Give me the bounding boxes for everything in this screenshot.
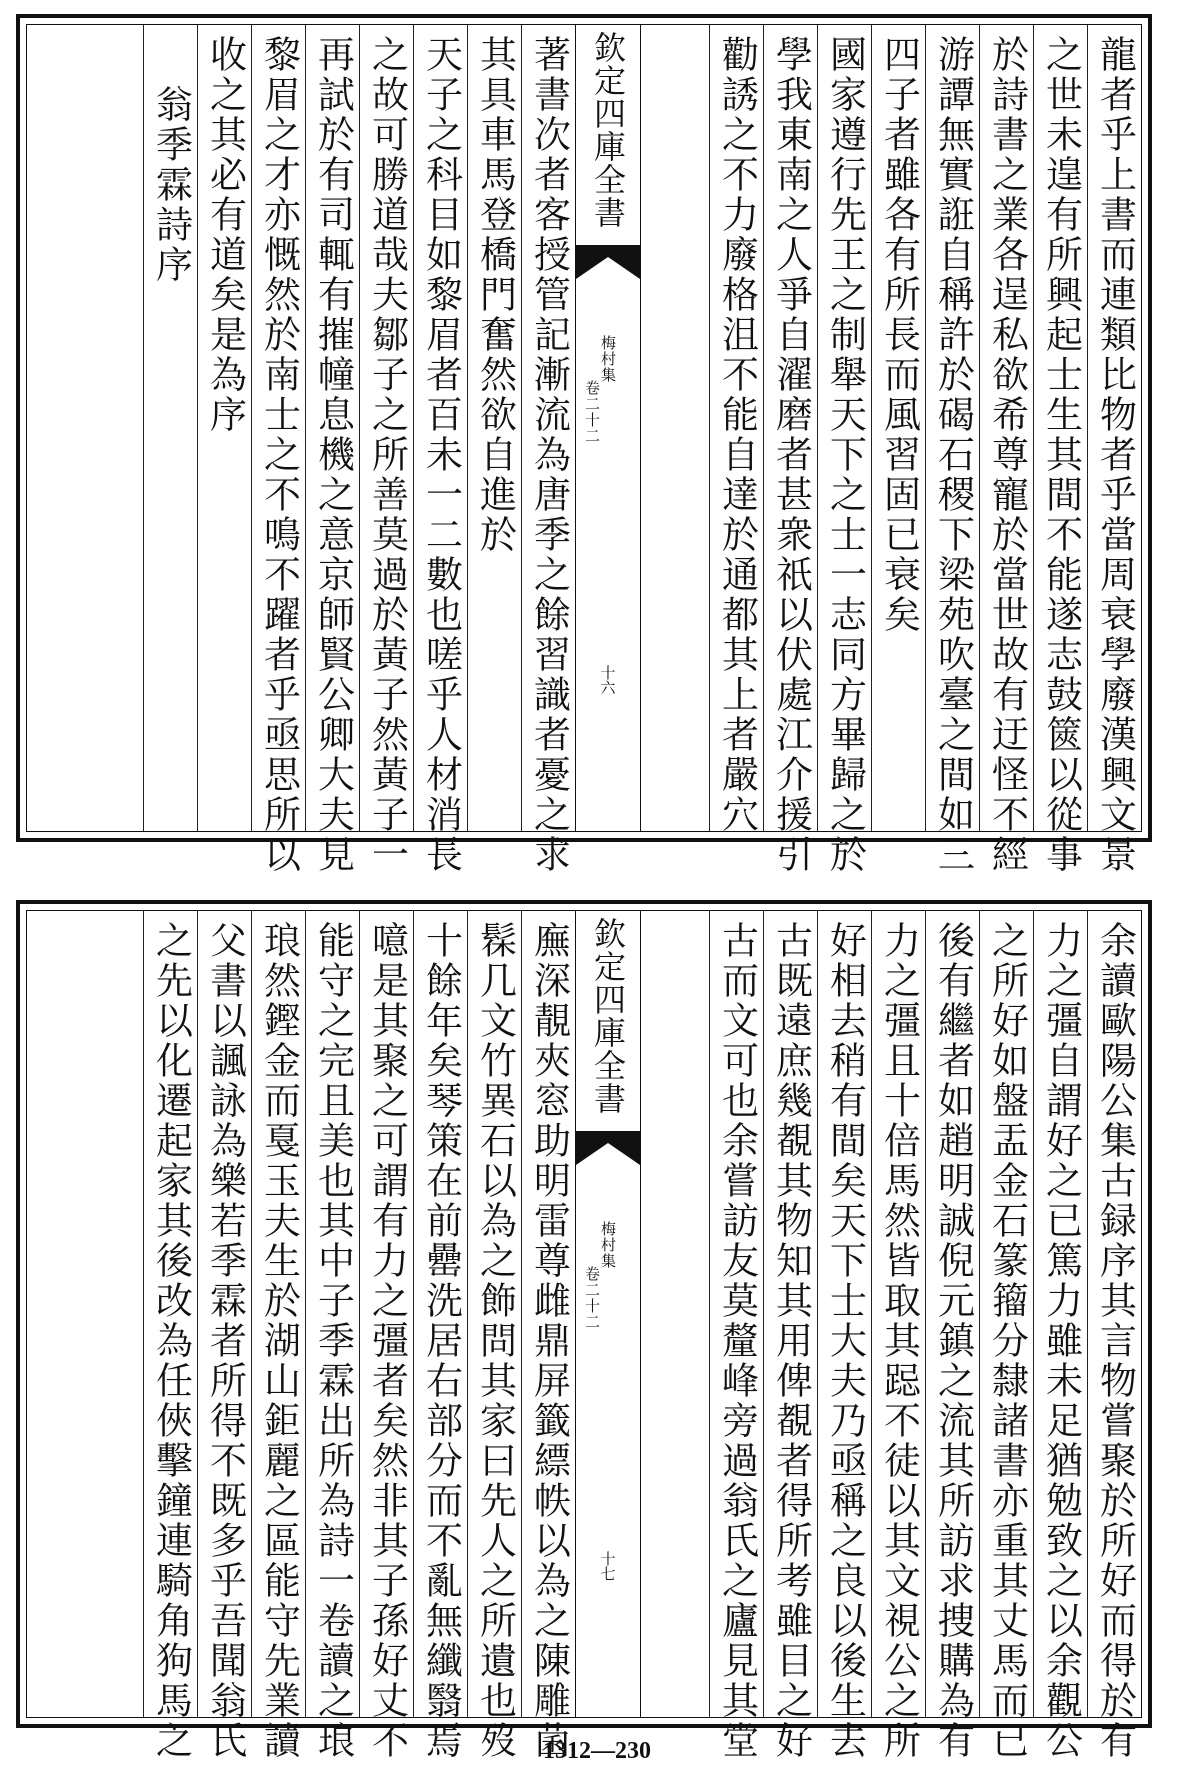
fold-book-name xyxy=(598,335,619,383)
text-column xyxy=(197,25,251,831)
text-column xyxy=(467,911,521,1761)
column-text: 父書以諷詠為樂若季霖者所得不既多乎吾聞翁氏 xyxy=(203,921,247,1761)
text-column xyxy=(925,25,979,875)
fold-title-text: 欽定四庫全書 xyxy=(589,917,627,1115)
text-column xyxy=(871,25,925,831)
text-column xyxy=(305,25,359,875)
text-column xyxy=(979,25,1033,875)
column-text: 學我東南之人爭自濯磨者甚衆祇以伏處江介援引 xyxy=(769,35,813,875)
column-text: 黎眉之才亦慨然於南士之不鳴不躍者乎亟思所以 xyxy=(257,35,301,875)
left-half-columns xyxy=(27,25,575,875)
column-text: 四子者雖各有所長而風習固已衰矣 xyxy=(877,35,921,635)
column-text: 再試於有司輒有摧幢息機之意京師賢公卿大夫見 xyxy=(311,35,355,875)
column-text: 好相去稍有間矣天下士大夫乃亟稱之良以後生去 xyxy=(823,921,867,1761)
fold-title xyxy=(576,31,640,229)
text-column xyxy=(817,25,871,875)
center-fold xyxy=(575,911,641,1717)
column-text: 噫是其聚之可謂有力之彊者矣然非其子孫好丈不 xyxy=(365,921,409,1761)
column-text: 力之彊且十倍馬然皆取其跽不徒以其文視公之所 xyxy=(877,921,921,1761)
column-text: 琅然鏗金而戛玉夫生於湖山鉅麗之區能守先業讀 xyxy=(257,921,301,1761)
folio-number xyxy=(576,1551,640,1581)
column-text: 勸誘之不力廢格沮不能自達於通都其上者嚴穴 xyxy=(715,35,759,835)
text-column xyxy=(305,911,359,1761)
text-column xyxy=(763,25,817,875)
text-column xyxy=(709,911,763,1761)
column-text: 之所好如盤盂金石篆籀分隸諸書亦重其丈馬而已 xyxy=(985,921,1029,1761)
folio-text: 十七 xyxy=(598,1551,617,1581)
column-text: 廡深靚夾窓助明雷尊雌鼎屏籤縹帙以為之陳雕菌 xyxy=(527,921,571,1761)
column-text: 古而文可也余嘗訪友莫釐峰旁過翁氏之廬見其堂 xyxy=(715,921,759,1761)
page-footer-number: 1312—230 xyxy=(543,1738,651,1764)
left-half-columns xyxy=(27,911,575,1761)
column-text: 力之彊自謂好之已篤力雖未足猶勉致之以余觀公 xyxy=(1039,921,1083,1761)
text-column xyxy=(709,25,763,835)
page-top xyxy=(16,14,1152,875)
column-text: 之世未遑有所興起士生其間不能遂志鼓篋以從事 xyxy=(1039,35,1083,875)
page-frame xyxy=(26,24,1142,875)
fold-volume xyxy=(582,380,603,444)
fishtail-mark-icon xyxy=(576,1131,640,1165)
column-text: 余讀歐陽公集古録序其言物嘗聚於所好而得於有 xyxy=(1093,921,1137,1761)
text-column xyxy=(467,25,521,831)
fold-volume-text: 卷二十二 xyxy=(583,1266,601,1330)
column-text: 十餘年矣琴策在前罍洗居右部分而不亂無纖翳焉 xyxy=(419,921,463,1761)
column-text: 天子之科目如黎眉者百未一二數也嗟乎人材消長 xyxy=(419,35,463,875)
text-column xyxy=(251,25,305,875)
section-heading xyxy=(143,25,197,831)
text-column xyxy=(763,911,817,1761)
folio-text: 十六 xyxy=(598,665,617,695)
text-column xyxy=(925,911,979,1761)
text-column xyxy=(871,911,925,1761)
text-column xyxy=(359,911,413,1761)
fold-title xyxy=(576,917,640,1115)
text-column xyxy=(521,911,575,1761)
fold-book-text: 梅村集 xyxy=(599,335,617,383)
fold-title-text: 欽定四庫全書 xyxy=(589,31,627,229)
column-text: 後有繼者如趙明誠倪元鎮之流其所訪求捜購為有 xyxy=(931,921,975,1761)
text-column xyxy=(1033,911,1087,1761)
center-fold xyxy=(575,25,641,831)
column-text: 翁季霖詩序 xyxy=(149,85,193,285)
right-half-columns xyxy=(591,25,1141,875)
column-text: 髹几文竹異石以為之飾問其家曰先人之所遺也歿 xyxy=(473,921,517,1761)
text-column xyxy=(521,25,575,875)
fold-book-text: 梅村集 xyxy=(599,1221,617,1269)
column-text: 於詩書之業各逞私欲希尊寵於當世故有迂怪不經 xyxy=(985,35,1029,875)
fold-volume-text: 卷二十二 xyxy=(583,380,601,444)
text-column xyxy=(413,25,467,875)
column-text: 之故可勝道哉夫鄒子之所善莫過於黃子然黃子一 xyxy=(365,35,409,875)
column-text: 能守之完且美也其中子季霖出所為詩一卷讀之琅 xyxy=(311,921,355,1761)
column-text: 著書次者客授管記漸流為唐季之餘習識者憂之求 xyxy=(527,35,571,875)
fishtail-mark-icon xyxy=(576,245,640,279)
column-text: 古既遠庶幾覩其物知其用俾覩者得所考雖目之好 xyxy=(769,921,813,1761)
text-column xyxy=(1033,25,1087,875)
text-column xyxy=(359,25,413,875)
right-half-columns xyxy=(591,911,1141,1761)
text-column xyxy=(143,911,197,1761)
column-text: 國家遵行先王之制舉天下之士一志同方畢歸之於 xyxy=(823,35,867,875)
column-text: 游譚無實誑自稱許於碣石稷下梁苑吹臺之間如三 xyxy=(931,35,975,875)
text-column xyxy=(413,911,467,1761)
column-text: 龍者乎上書而連類比物者乎當周衰學廢漢興文景 xyxy=(1093,35,1137,875)
column-text: 其具車馬登橋門奮然欲自進於 xyxy=(473,35,517,555)
text-column xyxy=(1087,25,1141,875)
column-text: 收之其必有道矣是為序 xyxy=(203,35,247,435)
text-column xyxy=(197,911,251,1761)
folio-number xyxy=(576,665,640,695)
fold-volume xyxy=(582,1266,603,1330)
column-text: 之先以化遷起家其後改為任俠擊鐘連騎角狗馬之 xyxy=(149,921,193,1761)
text-column xyxy=(817,911,871,1761)
text-column xyxy=(979,911,1033,1761)
text-column xyxy=(1087,911,1141,1761)
fold-book-name xyxy=(598,1221,619,1269)
text-column xyxy=(251,911,305,1761)
